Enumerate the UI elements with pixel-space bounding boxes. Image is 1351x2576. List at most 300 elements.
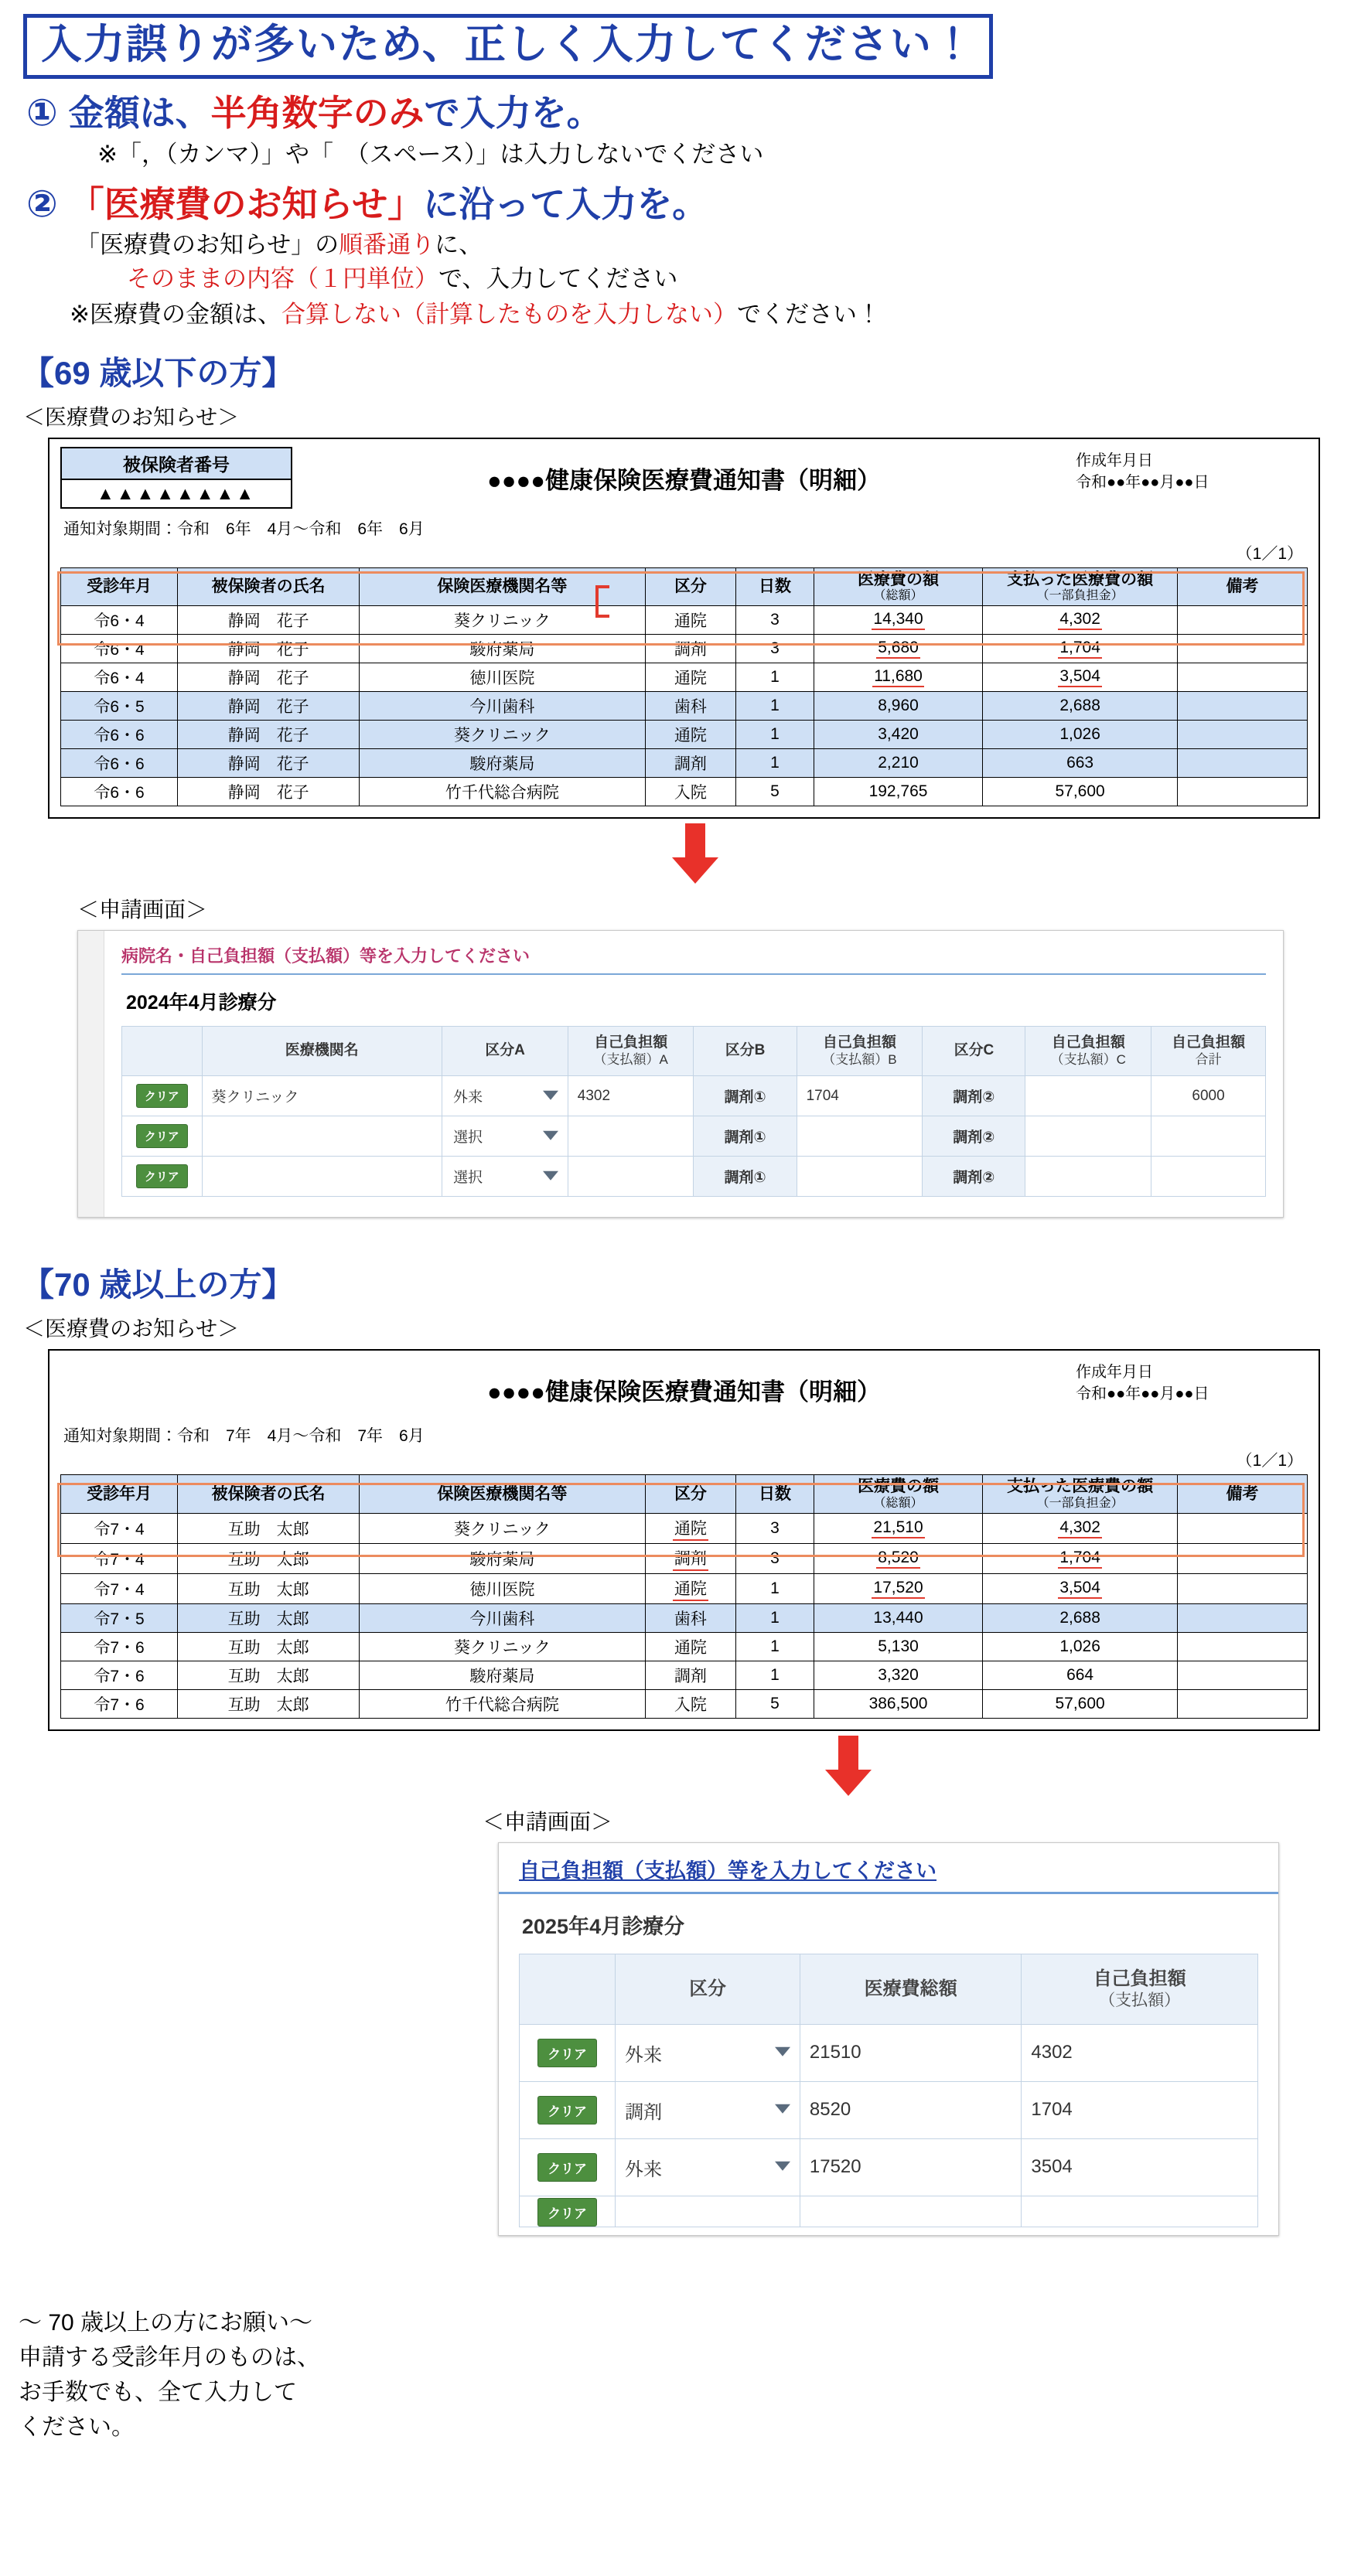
notice-page-under69: （1／1） (1236, 544, 1303, 563)
rule-2-note-3 (70, 298, 1332, 331)
amount-total-value: 6000 (1151, 1076, 1266, 1116)
app-col-amountA-label: 自己負担額 (594, 1034, 668, 1051)
chevron-down-icon (543, 1131, 558, 1140)
kubun-select[interactable]: 調剤 (616, 2081, 800, 2138)
cell-clear (520, 2024, 616, 2081)
kubun-c-label: 調剤② (923, 1076, 1025, 1116)
cell-days: 1 (736, 721, 814, 749)
notice-document-under69 (48, 438, 1320, 819)
cell-note (1178, 1689, 1308, 1718)
app2-col-total (800, 1954, 1022, 2024)
chevron-down-icon (775, 2162, 790, 2171)
app-month-over70: 2025年4月診療分 (522, 1914, 685, 1938)
cell-name: 互助 太郎 (178, 1543, 360, 1573)
cell-note (1178, 721, 1308, 749)
rule-2-note-1 (76, 229, 1332, 261)
cell-total: 3,420 (814, 721, 982, 749)
table-row (61, 749, 1308, 778)
notice-table-over70 (60, 1474, 1308, 1719)
application-screen-under69 (77, 930, 1284, 1218)
app2-col-kubun (616, 1954, 800, 2024)
cell-days: 1 (736, 663, 814, 692)
cell-kubun: 調剤 (645, 749, 736, 778)
clear-button[interactable]: クリア (136, 1084, 188, 1108)
cell-note (1178, 778, 1308, 806)
cell-total (814, 1573, 982, 1603)
cell-name: 静岡 花子 (178, 692, 360, 721)
cell-date: 令7・4 (61, 1513, 178, 1543)
table-row (61, 1661, 1308, 1689)
cell-institution: 駿府薬局 (360, 749, 645, 778)
cell-name: 互助 太郎 (178, 1661, 360, 1689)
self-pay-input[interactable]: 3504 (1022, 2138, 1258, 2196)
chevron-down-icon (543, 1091, 558, 1100)
notice-period-under69: 通知対象期間：令和 6年 4月～令和 6年 6月 (63, 520, 425, 538)
table-row (61, 1543, 1308, 1573)
app-col-amountC (1025, 1027, 1151, 1076)
kubun-c-label: 調剤② (923, 1157, 1025, 1197)
underlined-value: 4,302 (1058, 1518, 1102, 1538)
medical-total-input[interactable]: 17520 (800, 2138, 1022, 2196)
cell-date: 令7・6 (61, 1632, 178, 1661)
arrow-head-over70 (825, 1770, 872, 1796)
kubun-b-label: 調剤① (694, 1116, 797, 1157)
cell-name: 互助 太郎 (178, 1632, 360, 1661)
cell-kubun: 通院 (645, 606, 736, 635)
notice-meta-line1-over70: 作成年月日 (1076, 1364, 1153, 1382)
amount-a-input[interactable]: 4302 (568, 1076, 694, 1116)
chevron-down-icon (775, 2104, 790, 2114)
cell-institution: 竹千代総合病院 (360, 778, 645, 806)
underlined-value: 通院 (673, 1516, 708, 1541)
notice-table-body-over70 (61, 1513, 1308, 1718)
cell-name: 静岡 花子 (178, 749, 360, 778)
cell-empty (1022, 2196, 1258, 2227)
cell-clear (122, 1157, 203, 1197)
rule-2-heading-emphasis: 「医療費のお知らせ」 (68, 184, 424, 225)
underlined-value: 1,704 (1058, 639, 1102, 659)
rule-2-heading (69, 184, 708, 225)
cell-date: 令6・6 (61, 749, 178, 778)
cell-note (1178, 1513, 1308, 1543)
rule-1-note: ※「，（カンマ）」や「 （スペース）」は入力しないでください (97, 141, 764, 169)
app-col-amountB (797, 1027, 923, 1076)
amount-b-input[interactable] (797, 1116, 923, 1157)
cell-clear (122, 1076, 203, 1116)
rule-2-note-2-b: で、入力してください (438, 265, 678, 293)
table-row (61, 606, 1308, 635)
cell-kubun: 歯科 (645, 1603, 736, 1632)
amount-a-input[interactable] (568, 1116, 694, 1157)
cell-paid: 1,026 (983, 1632, 1178, 1661)
app-col-kubunC (923, 1027, 1025, 1076)
cell-note (1178, 1543, 1308, 1573)
amount-c-input[interactable] (1025, 1116, 1151, 1157)
cell-name: 静岡 花子 (178, 635, 360, 663)
app-col-kubunA-label: 区分A (485, 1042, 525, 1059)
underlined-value: 3,504 (1058, 1579, 1102, 1599)
cell-institution: 今川歯科 (360, 692, 645, 721)
table-row (122, 1116, 1266, 1157)
cell-days: 1 (736, 749, 814, 778)
app-table-body-under69 (122, 1076, 1266, 1197)
note-over70-line4: ください。 (19, 2414, 135, 2440)
app-title-under69: 病院名・自己負担額（支払額）等を入力してください (121, 943, 1266, 975)
cell-paid (983, 635, 1178, 663)
notice-meta-under69 (1076, 447, 1308, 493)
cell-institution: 今川歯科 (360, 1603, 645, 1632)
cell-days: 3 (736, 1513, 814, 1543)
col-institution-over70: 保険医療機関名等 (360, 1475, 645, 1514)
cell-total (814, 1543, 982, 1573)
amount-c-input[interactable] (1025, 1076, 1151, 1116)
cell-kubun: 通院 (645, 721, 736, 749)
rule-1-heading-emphasis: 半角数字のみ (210, 93, 425, 134)
warning-banner (23, 14, 993, 79)
col-days-over70: 日数 (736, 1475, 814, 1514)
app-table-header-row-under69 (122, 1027, 1266, 1076)
app-col-amountA (568, 1027, 694, 1076)
cell-days: 5 (736, 778, 814, 806)
cell-institution: 駿府薬局 (360, 1661, 645, 1689)
cell-paid: 1,026 (983, 721, 1178, 749)
underlined-value: 調剤 (673, 1546, 708, 1571)
cell-paid: 664 (983, 1661, 1178, 1689)
cell-paid (983, 606, 1178, 635)
cell-paid: 2,688 (983, 1603, 1178, 1632)
cell-total: 192,765 (814, 778, 982, 806)
underlined-value: 4,302 (1058, 610, 1102, 630)
table-row (520, 2138, 1258, 2196)
table-row (520, 2081, 1258, 2138)
clear-button[interactable]: クリア (537, 2153, 597, 2182)
cell-total (814, 635, 982, 663)
note-over70-line1: ～ 70 歳以上の方にお願い～ (19, 2310, 313, 2336)
rule-2-note-1-a: 「医療費のお知らせ」の (76, 231, 339, 259)
notice-document-over70 (48, 1349, 1320, 1731)
col-note: 備考 (1178, 567, 1308, 606)
cell-date: 令7・5 (61, 1603, 178, 1632)
app-table-header-row-over70 (520, 1954, 1258, 2024)
table-row (61, 1603, 1308, 1632)
cell-institution: 葵クリニック (360, 1632, 645, 1661)
col-kubun: 区分 (645, 567, 736, 606)
notice-table-header-row-over70 (61, 1475, 1308, 1514)
cell-date: 令7・6 (61, 1689, 178, 1718)
cell-days: 5 (736, 1689, 814, 1718)
col-paid-main: 支払った医療費の額 (1007, 570, 1154, 588)
app-month-under69: 2024年4月診療分 (126, 992, 277, 1014)
cell-kubun: 調剤 (645, 635, 736, 663)
cell-paid (983, 1543, 1178, 1573)
institution-input[interactable] (202, 1116, 442, 1157)
amount-total-value (1151, 1116, 1266, 1157)
table-row (61, 721, 1308, 749)
cell-note (1178, 663, 1308, 692)
cell-total: 5,130 (814, 1632, 982, 1661)
cell-total: 3,320 (814, 1661, 982, 1689)
notice-period-over70: 通知対象期間：令和 7年 4月～令和 7年 6月 (63, 1427, 425, 1446)
col-name-over70: 被保険者の氏名 (178, 1475, 360, 1514)
cell-date: 令6・5 (61, 692, 178, 721)
cell-date: 令7・4 (61, 1573, 178, 1603)
underlined-value: 14,340 (872, 610, 924, 630)
col-total-over70 (814, 1475, 982, 1514)
section-heading-under69: 【69 歳以下の方】 (22, 354, 295, 391)
underlined-value: 21,510 (872, 1518, 924, 1538)
notice-page-over70: （1／1） (1236, 1452, 1303, 1470)
table-row (61, 1573, 1308, 1603)
app-col-clear (122, 1027, 203, 1076)
app2-col-paid-label: 自己負担額 (1093, 1968, 1186, 1989)
amount-a-input[interactable] (568, 1157, 694, 1197)
cell-total: 386,500 (814, 1689, 982, 1718)
cell-paid (983, 663, 1178, 692)
col-date: 受診年月 (61, 567, 178, 606)
cell-name: 互助 太郎 (178, 1603, 360, 1632)
rule-2-heading-post: に沿って入力を。 (423, 184, 708, 225)
cell-note (1178, 1603, 1308, 1632)
amount-total-value (1151, 1157, 1266, 1197)
cell-name: 互助 太郎 (178, 1573, 360, 1603)
cell-days: 3 (736, 1543, 814, 1573)
cell-name: 互助 太郎 (178, 1513, 360, 1543)
app-col-total-sub: 合計 (1195, 1052, 1222, 1068)
kubun-select[interactable]: 外来 (616, 2138, 800, 2196)
cell-institution: 徳川医院 (360, 663, 645, 692)
cell-note (1178, 1661, 1308, 1689)
warning-banner-text: 入力誤りが多いため、正しく入力してください！ (41, 22, 975, 67)
col-paid (983, 567, 1178, 606)
kubun-a-select[interactable]: 選択 (442, 1157, 568, 1197)
cell-kubun: 入院 (645, 1689, 736, 1718)
cell-total: 2,210 (814, 749, 982, 778)
app-col-kubunB (694, 1027, 797, 1076)
app-table-under69 (121, 1026, 1266, 1197)
cell-note (1178, 692, 1308, 721)
cell-paid: 2,688 (983, 692, 1178, 721)
cell-kubun: 入院 (645, 778, 736, 806)
section-heading-over70: 【70 歳以上の方】 (22, 1266, 295, 1303)
clear-button[interactable]: クリア (136, 1164, 188, 1188)
insured-number-box (60, 447, 292, 509)
cell-kubun (645, 1513, 736, 1543)
cell-empty (520, 2196, 616, 2227)
app-col-amountB-sub: （支払額）B (822, 1052, 897, 1068)
arrow-over70 (19, 1731, 1332, 1801)
notice-meta-line2: 令和●●年●●月●●日 (1076, 473, 1209, 491)
underlined-value: 17,520 (872, 1579, 924, 1599)
cell-days: 3 (736, 606, 814, 635)
cell-date: 令6・4 (61, 635, 178, 663)
sub-heading-app-over70: ＜申請画面＞ (483, 1809, 613, 1834)
chevron-down-icon (543, 1171, 558, 1181)
cell-total: 13,440 (814, 1603, 982, 1632)
app-col-kubunA (442, 1027, 568, 1076)
col-paid-over70 (983, 1475, 1178, 1514)
kubun-a-select[interactable]: 選択 (442, 1116, 568, 1157)
app-left-strip (78, 931, 104, 1217)
cell-date: 令7・4 (61, 1543, 178, 1573)
cell-kubun: 調剤 (645, 1661, 736, 1689)
table-row (61, 1689, 1308, 1718)
cell-institution: 竹千代総合病院 (360, 1689, 645, 1718)
cell-kubun (645, 1543, 736, 1573)
kubun-c-label: 調剤② (923, 1116, 1025, 1157)
col-total (814, 567, 982, 606)
cell-days: 1 (736, 1573, 814, 1603)
rule-2-note-2 (127, 263, 1332, 295)
table-row (61, 778, 1308, 806)
table-row (61, 663, 1308, 692)
arrow-shaft-over70 (838, 1736, 858, 1774)
app2-col-paid (1022, 1954, 1258, 2024)
cell-date: 令6・6 (61, 778, 178, 806)
sub-heading-app-under69: ＜申請画面＞ (77, 898, 208, 922)
rule-2-note-1-b: に、 (435, 231, 483, 259)
arrow-under69 (19, 819, 1332, 888)
cell-name: 互助 太郎 (178, 1689, 360, 1718)
app-table-over70 (519, 1954, 1258, 2227)
cell-date: 令6・4 (61, 663, 178, 692)
self-pay-input[interactable]: 1704 (1022, 2081, 1258, 2138)
kubun-a-select[interactable]: 外来 (442, 1076, 568, 1116)
col-total-over70-sub: （総額） (873, 1496, 923, 1510)
insured-number-label: 被保険者番号 (60, 447, 292, 480)
institution-input[interactable] (202, 1157, 442, 1197)
app-col-institution (202, 1027, 442, 1076)
rule-2-note-1-emphasis: 順番通り (339, 231, 435, 259)
medical-total-input[interactable]: 21510 (800, 2024, 1022, 2081)
col-total-main: 医療費の額 (858, 570, 940, 588)
cell-institution: 駿府薬局 (360, 635, 645, 663)
cell-name: 静岡 花子 (178, 721, 360, 749)
sub-heading-notice-over70: ＜医療費のお知らせ＞ (23, 1317, 240, 1341)
notice-meta-line1: 作成年月日 (1076, 451, 1153, 469)
app-col-amountA-sub: （支払額）A (593, 1052, 668, 1068)
col-total-over70-main: 医療費の額 (858, 1477, 940, 1496)
notice-meta-over70 (1076, 1358, 1308, 1405)
amount-b-input[interactable] (797, 1157, 923, 1197)
app-col-amountC-label: 自己負担額 (1051, 1034, 1125, 1051)
note-over70-line3: お手数でも、全て入力して (19, 2380, 297, 2405)
app2-col-paid-sub: （支払額） (1099, 1991, 1181, 2009)
cell-note (1178, 635, 1308, 663)
cell-clear (122, 1116, 203, 1157)
notice-title-over70: ●●●●健康保険医療費通知書（明細） (487, 1378, 881, 1406)
table-row (61, 635, 1308, 663)
cell-paid (983, 1573, 1178, 1603)
arrow-shaft (685, 823, 705, 862)
cell-note (1178, 1632, 1308, 1661)
col-date-over70: 受診年月 (61, 1475, 178, 1514)
clear-button[interactable]: クリア (537, 2198, 597, 2227)
rule-1-number: ① (26, 93, 58, 135)
cell-institution: 葵クリニック (360, 1513, 645, 1543)
underlined-value: 1,704 (1058, 1549, 1102, 1569)
cell-institution: 葵クリニック (360, 606, 645, 635)
sub-heading-notice-under69: ＜医療費のお知らせ＞ (23, 404, 240, 429)
cell-date: 令7・6 (61, 1661, 178, 1689)
cell-kubun: 通院 (645, 663, 736, 692)
clear-button[interactable]: クリア (537, 2039, 597, 2067)
app-title-over70: 自己負担額（支払額）等を入力してください (499, 1843, 1278, 1894)
cell-days: 1 (736, 692, 814, 721)
underlined-value: 5,680 (876, 639, 920, 659)
medical-total-input[interactable]: 8520 (800, 2081, 1022, 2138)
cell-kubun (645, 1573, 736, 1603)
underlined-value: 通院 (673, 1576, 708, 1601)
rule-2 (19, 184, 1332, 330)
cell-total (814, 1513, 982, 1543)
notice-title-under69: ●●●●健康保険医療費通知書（明細） (487, 466, 881, 494)
cell-date: 令6・6 (61, 721, 178, 749)
cell-name: 静岡 花子 (178, 606, 360, 635)
app-table-body-over70 (520, 2024, 1258, 2227)
cell-name: 静岡 花子 (178, 663, 360, 692)
clear-button[interactable]: クリア (537, 2096, 597, 2125)
table-row (122, 1157, 1266, 1197)
col-kubun-over70: 区分 (645, 1475, 736, 1514)
cell-note (1178, 749, 1308, 778)
cell-institution: 葵クリニック (360, 721, 645, 749)
application-screen-over70 (498, 1842, 1279, 2236)
cell-name: 静岡 花子 (178, 778, 360, 806)
rule-1 (19, 93, 1332, 170)
rule-1-heading-pre: 金額は、 (68, 93, 211, 134)
amount-b-input[interactable]: 1704 (797, 1076, 923, 1116)
cell-institution: 駿府薬局 (360, 1543, 645, 1573)
self-pay-input[interactable]: 4302 (1022, 2024, 1258, 2081)
kubun-b-label: 調剤① (694, 1076, 797, 1116)
underlined-value: 11,680 (872, 667, 924, 687)
table-row (122, 1076, 1266, 1116)
cell-kubun: 通院 (645, 1632, 736, 1661)
institution-input[interactable]: 葵クリニック (202, 1076, 442, 1116)
notice-table-body-under69 (61, 606, 1308, 806)
table-row (520, 2024, 1258, 2081)
kubun-select[interactable]: 外来 (616, 2024, 800, 2081)
cell-clear (520, 2081, 616, 2138)
underlined-value: 8,520 (876, 1549, 920, 1569)
col-paid-sub: （一部負担金） (1036, 588, 1124, 602)
col-paid-over70-sub: （一部負担金） (1036, 1496, 1124, 1510)
notice-table-header-row (61, 567, 1308, 606)
chevron-down-icon (775, 2047, 790, 2056)
clear-button[interactable]: クリア (136, 1124, 188, 1148)
cell-total (814, 663, 982, 692)
app-col-total-label: 自己負担額 (1172, 1034, 1246, 1051)
rule-2-number: ② (26, 184, 58, 226)
col-paid-over70-main: 支払った医療費の額 (1007, 1477, 1154, 1496)
note-over70 (19, 2305, 467, 2445)
col-note-over70: 備考 (1178, 1475, 1308, 1514)
cell-paid: 57,600 (983, 1689, 1178, 1718)
amount-c-input[interactable] (1025, 1157, 1151, 1197)
cell-paid: 663 (983, 749, 1178, 778)
rule-2-note-3-a: ※医療費の金額は、 (70, 300, 281, 328)
cell-days: 1 (736, 1661, 814, 1689)
cell-empty (616, 2196, 800, 2227)
app2-col-clear (520, 1954, 616, 2024)
rule-1-heading (69, 93, 602, 134)
kubun-b-label: 調剤① (694, 1157, 797, 1197)
app-col-kubunB-label: 区分B (725, 1042, 766, 1059)
table-row (61, 1632, 1308, 1661)
rule-2-note-3-b: でください！ (736, 300, 881, 328)
underlined-value: 3,504 (1058, 667, 1102, 687)
cell-total (814, 606, 982, 635)
